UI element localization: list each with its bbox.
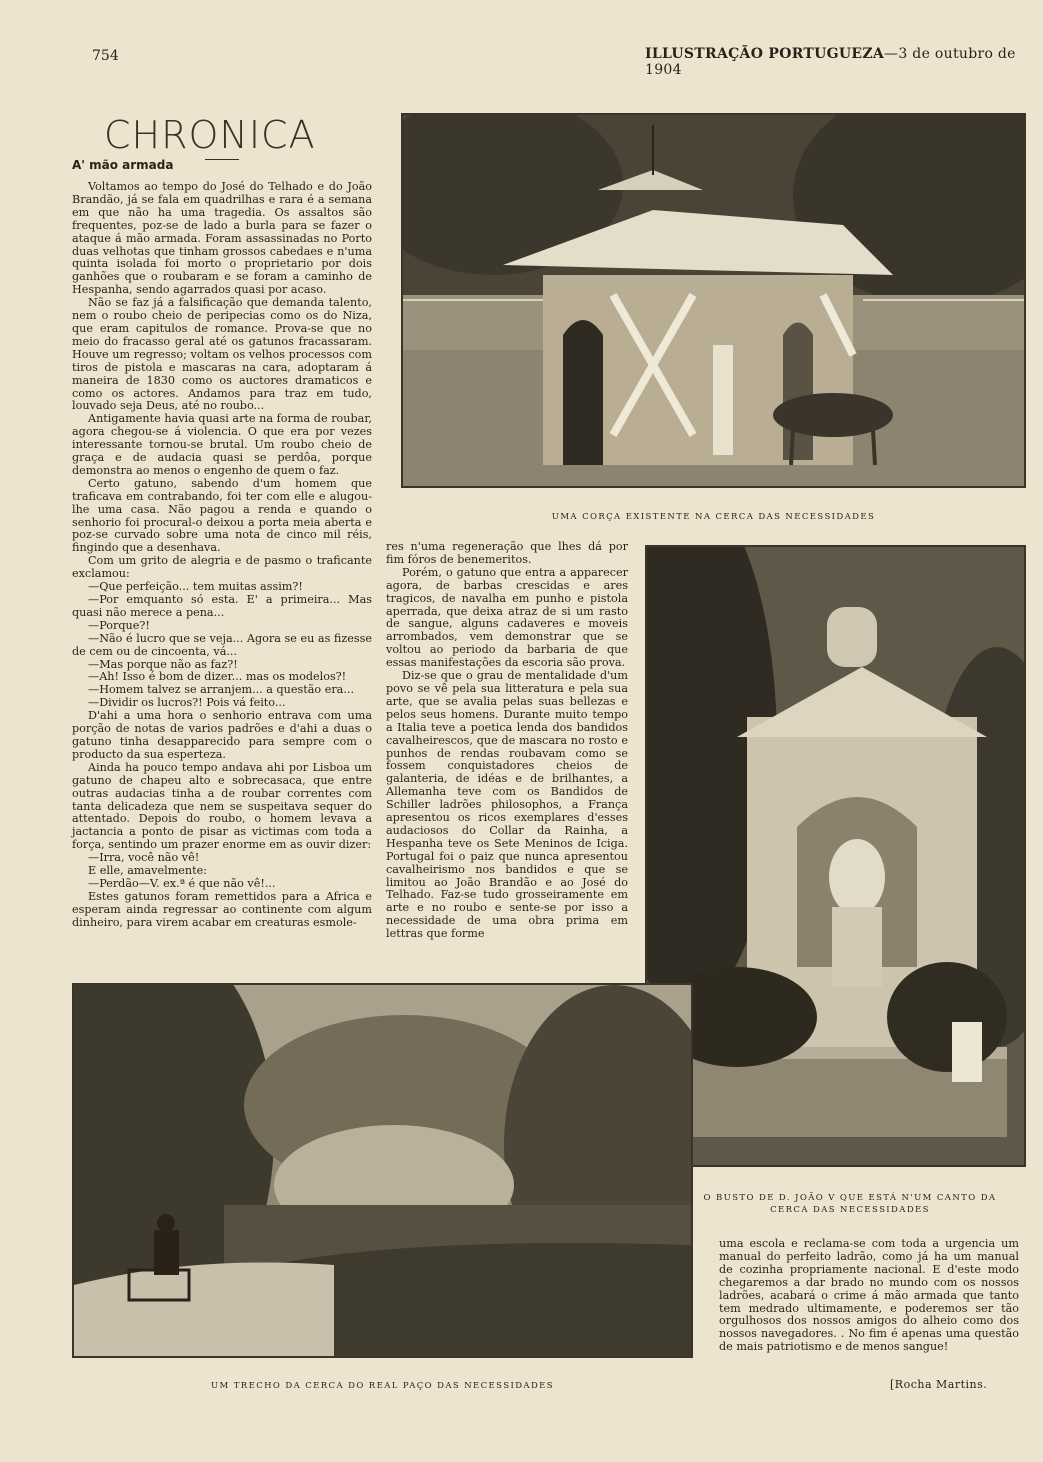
dialogue-line: —Ah! Isso é bom de dizer... mas os modelos?! (88, 670, 347, 684)
publication-date: —3 de outubro de 1904 (645, 46, 1016, 78)
pavilion-illustration (403, 115, 1024, 486)
paragraph-continued: res n'uma regeneração que lhes dá por fim fóros de benemeritos. (386, 540, 628, 566)
paragraph: Diz-se que o grau de mentalidade d'um povo se vê pela sua litteratura e pela sua arte, que se avalia pelas suas bellezas e pelos seus homens. Durante muito tempo a Italia teve a poetica lenda dos bandidos cavalheirescos, que de mascara no rosto e punhos de rendas roubavam como se fossem conquistadores cheios de galanteria, de idéas e de brilhantes, a Allemanha teve com os Bandidos de Schiller ladrões philosophos, a França apresentou os ricos exemplares d'esses audaciosos do Collar da Rainha, a Hespanha teve os Sete Meninos de Iciga. Portugal foi o paiz que nunca apresentou cavalheirismo nos bandidos e que se limitou ao João Brandão e ao José do Telhado. Faz-se tudo grosseiramente em arte e no roubo e sente-se por isso a necessidade de uma obra prima em lettras que forme (386, 669, 628, 941)
caption-pavilion: UMA CORÇA EXISTENTE NA CERCA DAS NECESSIDADES (551, 512, 876, 522)
paragraph: Antigamente havia quasi arte na forma de roubar, agora chegou-se á violencia. O que era por vezes interessante tornou-se brutal. Um roubo cheio de graça e de audacia quasi se perdôa, porque demonstra ao menos o engenho de quem o faz. (72, 412, 372, 477)
paragraph: Estes gatunos foram remettidos para a Africa e esperam ainda regressar ao continente com algum dinheiro, para virem acabar em creaturas esmole- (72, 889, 372, 929)
text-column-3 (719, 1238, 1019, 1354)
paragraph: Certo gatuno, sabendo d'um homem que traficava em contrabando, foi ter com elle e alugou-lhe uma casa. Não pagou a renda e quando o senhorio foi procural-o deixou a porta meia aberta e poz-se curvado sobre uma nota de cinco mil réis, fingindo que a desenhava. (72, 476, 372, 555)
fountain-illustration (647, 547, 1024, 1165)
article-subtitle: A' mão armada (72, 158, 174, 172)
dialogue-line: —Porque?! (88, 618, 150, 632)
paragraph: Não se faz já a falsificação que demanda talento, nem o roubo cheio de peripecias como os do Niza, que eram capitulos de romance. Prova-se que no meio do fracasso geral até os gatunos fracassaram. Houve um regresso; voltam os velhos processos com tiros de pistola e mascaras na cara, adoptaram á maneira de 1830 como os auctores dramaticos e como os actores. Andamos para traz em tudo, louvado seja Deus, até no roubo... (72, 296, 372, 413)
text-column-1 (72, 181, 372, 930)
paragraph: Porém, o gatuno que entra a apparecer agora, de barbas crescidas e ares tragicos, de navalha em punho e pistola aperrada, que deixa atraz de si um rasto de sangue, alguns cadaveres e moveis arrombados, vem demonstrar que se voltou ao periodo da barbaria de que essas manifestações da escoria são prova. (386, 565, 628, 670)
article-title: CHRONICA (104, 113, 316, 157)
publication-name: ILLUSTRAÇÃO PORTUGUEZA (645, 46, 885, 62)
dialogue-line: —Por emquanto só esta. E' a primeira... Mas quasi não merece a pena... (72, 593, 372, 619)
paragraph: Voltamos ao tempo do José do Telhado e do João Brandão, já se fala em quadrilhas e rara é a semana em que não ha uma tragedia. Os assaltos são frequentes, poz-se de lado a burla para se fazer o ataque á mão armada. Foram assassinadas no Porto duas velhotas que tinham grossos cabedaes e n'uma quinta isolada foi morto o proprietario por dois ganhões que o roubaram e se foram a caminho de Hespanha, sendo agarrados quasi por acaso. (72, 180, 372, 297)
caption-garden: UM TRECHO DA CERCA DO REAL PAÇO DAS NECESSIDADES (210, 1381, 555, 1391)
dialogue-line: —Não é lucro que se veja... Agora se eu as fizesse de cem ou de cincoenta, vá... (72, 631, 372, 658)
text-column-2 (386, 541, 628, 941)
dialogue-line: —Dividir os lucros?! Pois vá feito... (88, 696, 286, 710)
dialogue-line: —Que perfeição... tem muitas assim?! (88, 580, 303, 594)
author-signature: [Rocha Martins. (890, 1378, 988, 1391)
running-header (645, 46, 1043, 78)
dialogue-line: —Homem talvez se arranjem... a questão era... (88, 683, 355, 697)
garden-illustration (74, 985, 691, 1356)
dialogue-line: —Mas porque não as faz?! (88, 657, 238, 671)
photo-pavilion (401, 113, 1026, 488)
paragraph: D'ahi a uma hora o senhorio entrava com uma porção de notas de varios padrões e d'ahi a duas o gatuno tinha desapparecido para sempre com o producto da sua esperteza. (72, 709, 372, 761)
dialogue-line: —Irra, você não vê! (88, 851, 200, 865)
paragraph-continued: uma escola e reclama-se com toda a urgencia um manual do perfeito ladrão, como já ha um manual de cozinha propriamente nacional. E d'este modo chegaremos a dar brado no mundo com os nossos ladrões, acabará o crime á mão armada que tanto tem medrado ultimamente, e poderemos ser tão orgulhosos dos nossos amigos do alheio como dos nossos navegadores. . No fim é apenas uma questão de mais patriotismo e de menos sangue! (719, 1237, 1019, 1354)
photo-fountain (645, 545, 1026, 1167)
page-number: 754 (92, 48, 119, 64)
photo-garden (72, 983, 693, 1358)
paragraph: Ainda ha pouco tempo andava ahi por Lisboa um gatuno de chapeu alto e sobrecasaca, que entre outras audacias tinha a de roubar correntes com tanta delicadeza que nem se suspeitava sequer do attentado. Depois do roubo, o homem levava a jactancia a ponto de pisar as victimas com toda a força, sentindo um prazer enorme em as ouvir dizer: (72, 760, 372, 852)
dialogue-line: —Perdão—V. ex.ª é que não vê!... (88, 876, 276, 890)
title-divider (205, 159, 239, 160)
caption-fountain: O BUSTO DE D. JOÃO V QUE ESTÁ N'UM CANTO DA CERCA DAS NECESSIDADES (703, 1193, 997, 1215)
paragraph: E elle, amavelmente: (88, 864, 208, 878)
paragraph: Com um grito de alegria e de pasmo o traficante exclamou: (72, 554, 372, 581)
